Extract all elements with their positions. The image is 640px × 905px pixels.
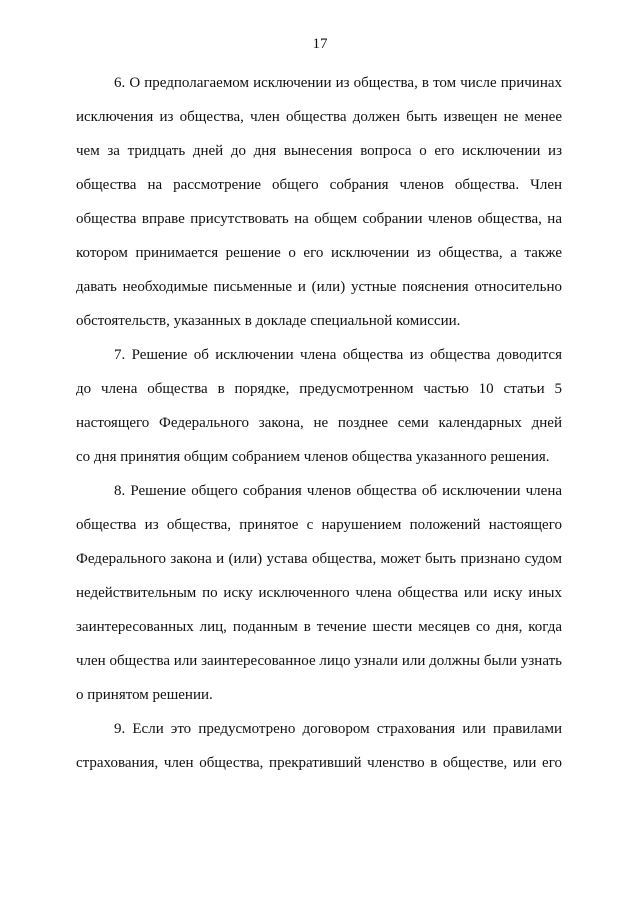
text-line: общества из общества, принятое с нарушением положений настоящего [76, 517, 562, 533]
text-line: заинтересованных лиц, поданным в течение шести месяцев со дня, когда [76, 619, 562, 635]
text-line: чем за тридцать дней до дня вынесения вопроса о его исключении из [76, 143, 562, 159]
text-line: общества на рассмотрение общего собрания членов общества. Член [76, 177, 562, 193]
text-line: Федерального закона и (или) устава общества, может быть признано судом [76, 551, 562, 567]
text-line: 8. Решение общего собрания членов общества об исключении члена [114, 483, 562, 499]
text-line: 6. О предполагаемом исключении из общества, в том числе причинах [114, 75, 562, 91]
text-line: общества вправе присутствовать на общем собрании членов общества, на [76, 211, 562, 227]
text-line: котором принимается решение о его исключении из общества, а также [76, 245, 562, 261]
text-line: о принятом решении. [76, 687, 213, 703]
text-line: обстоятельств, указанных в докладе специальной комиссии. [76, 313, 461, 329]
paragraph-9 [76, 712, 562, 780]
text-line: 9. Если это предусмотрено договором страхования или правилами [114, 721, 562, 737]
paragraph-7 [76, 338, 562, 474]
text-line: член общества или заинтересованное лицо узнали или должны были узнать [76, 653, 562, 669]
text-line: 7. Решение об исключении члена общества из общества доводится [114, 347, 562, 363]
text-line: до члена общества в порядке, предусмотренном частью 10 статьи 5 [76, 381, 562, 397]
paragraph-8 [76, 474, 562, 712]
text-line: недействительным по иску исключенного члена общества или иску иных [76, 585, 562, 601]
text-line: исключения из общества, член общества должен быть извещен не менее [76, 109, 562, 125]
text-line: со дня принятия общим собранием членов общества указанного решения. [76, 449, 550, 465]
text-line: страхования, член общества, прекративший членство в обществе, или его [76, 755, 562, 771]
text-line: давать необходимые письменные и (или) устные пояснения относительно [76, 279, 562, 295]
paragraph-6 [76, 66, 562, 338]
document-body [76, 66, 562, 780]
page-number: 17 [312, 36, 328, 52]
text-line: настоящего Федерального закона, не позднее семи календарных дней [76, 415, 562, 431]
